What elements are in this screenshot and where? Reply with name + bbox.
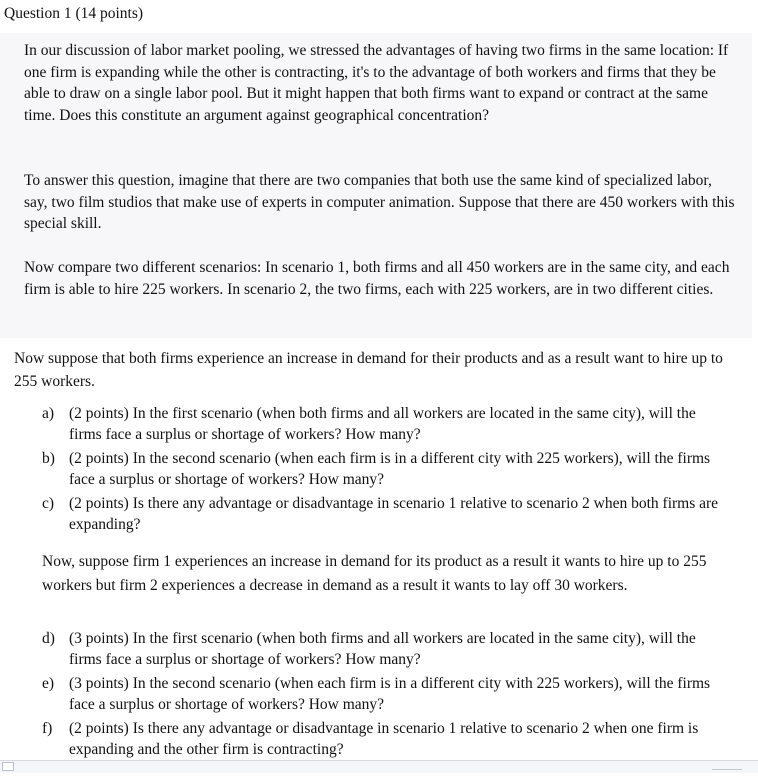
footer-divider bbox=[712, 764, 742, 770]
question-item-a bbox=[42, 404, 732, 445]
question-item-e bbox=[42, 674, 732, 715]
question-item-b bbox=[42, 449, 732, 490]
item-text: (3 points) In the second scenario (when each firm is in a different city with 225 workers), will the firms face a surplus or shortage of workers? How many? bbox=[69, 675, 711, 713]
question-item-d bbox=[42, 629, 732, 670]
question-title: Question 1 (14 points) bbox=[4, 5, 144, 22]
item-label: b) bbox=[42, 450, 55, 467]
part-one-lead: Now suppose that both firms experience an increase in demand for their products and as a result want to hire up to 255 workers. bbox=[14, 350, 723, 390]
item-text: (2 points) Is there any advantage or disadvantage in scenario 1 relative to scenario 2 when both firms are expanding? bbox=[69, 495, 719, 533]
item-label: a) bbox=[42, 405, 55, 422]
item-text: (3 points) In the first scenario (when both firms and all workers are located in the same city), will the firms face a surplus or shortage of workers? How many? bbox=[69, 630, 696, 668]
question-item-c bbox=[42, 494, 732, 535]
item-label: f) bbox=[42, 720, 53, 737]
question-item-f bbox=[42, 719, 732, 760]
item-text: (2 points) In the first scenario (when both firms and all workers are located in the same city), will the firms face a surplus or shortage of workers? How many? bbox=[69, 405, 696, 443]
item-label: c) bbox=[42, 495, 55, 512]
page-footer-bar bbox=[0, 760, 758, 773]
intro-paragraph-2: To answer this question, imagine that there are two companies that both use the same kind of specialized labor, say, two film studios that make use of experts in computer animation. Suppose that there are 450 workers with this special skill. bbox=[24, 172, 735, 233]
item-text: (2 points) In the second scenario (when each firm is in a different city with 225 workers), will the firms face a surplus or shortage of workers? How many? bbox=[69, 450, 711, 488]
part-two-lead: Now, suppose firm 1 experiences an increase in demand for its product as a result it wants to hire up to 255 workers but firm 2 experiences a decrease in demand as a result it wants to lay off 30 workers. bbox=[42, 553, 707, 594]
intro-paragraph-1: In our discussion of labor market pooling, we stressed the advantages of having two firms in the same location: If one firm is expanding while the other is contracting, it's to the advantage of both workers and firms that they be able to draw on a single labor pool. But it might happen that both firms want to expand or contract at the same time. Does this constitute an argument against geographical concentration? bbox=[24, 42, 729, 125]
item-text: (2 points) Is there any advantage or disadvantage in scenario 1 relative to scenario 2 when one firm is expanding and the other firm is contracting? bbox=[69, 720, 699, 758]
intro-paragraph-3: Now compare two different scenarios: In scenario 1, both firms and all 450 workers are in the same city, and each firm is able to hire 225 workers. In scenario 2, the two firms, each with 225 workers, are in two different cities. bbox=[24, 259, 730, 298]
footer-handle-icon bbox=[2, 762, 14, 771]
item-label: d) bbox=[42, 630, 55, 647]
item-label: e) bbox=[42, 675, 55, 692]
